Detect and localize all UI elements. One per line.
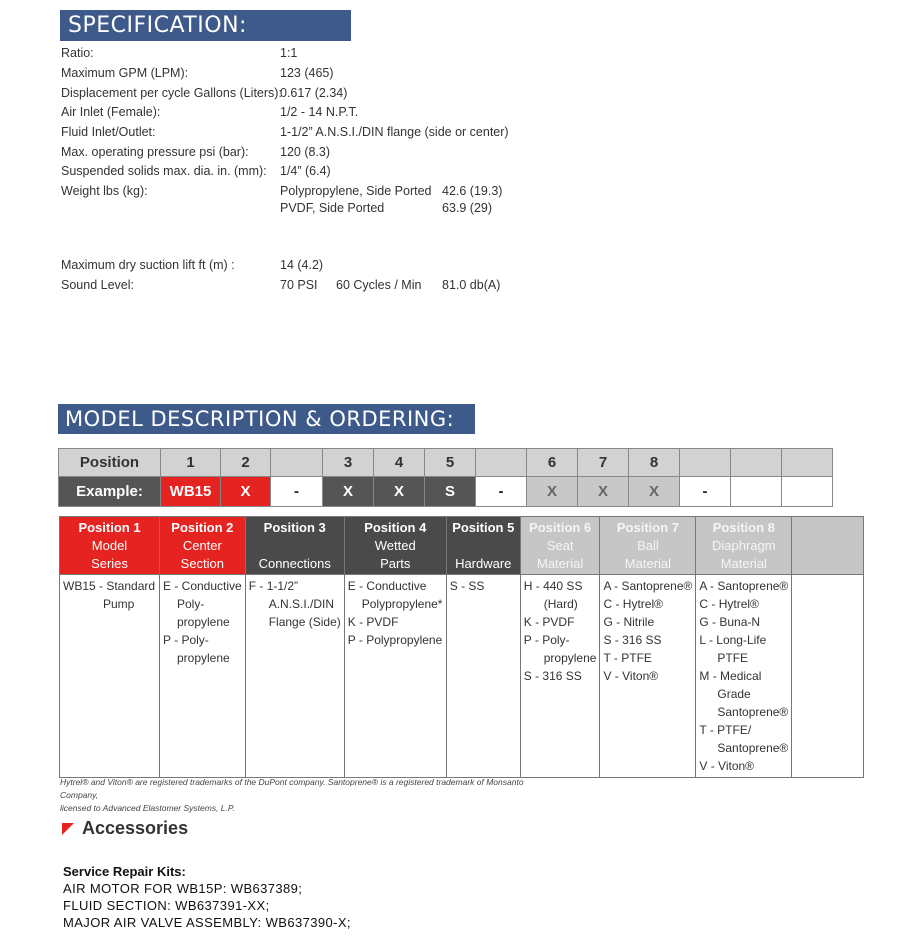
position-cell: [271, 449, 323, 477]
model-banner: [58, 404, 475, 434]
example-cell: -: [476, 477, 527, 507]
options-cell: E - Conductive Poly- propylene P - Poly- propylene: [160, 575, 246, 778]
position-cell: 1: [161, 449, 221, 477]
spec-label: Sound Level:: [61, 278, 134, 292]
position-cell: [680, 449, 731, 477]
trademark-line: Hytrel® and Viton® are registered trademarks of the DuPont company. Santoprene® is a registered trademark of Monsanto Company,: [60, 777, 524, 800]
options-header: Position 2 Center Section: [160, 517, 246, 575]
weight-item-name: PVDF, Side Ported: [280, 201, 385, 215]
specification-title: SPECIFICATION:: [68, 13, 247, 38]
kit-item: FLUID SECTION: WB637391-XX;: [63, 898, 270, 913]
example-cell: X: [374, 477, 425, 507]
spec-label: Ratio:: [61, 46, 94, 60]
example-cell: X: [221, 477, 271, 507]
kits-heading: Service Repair Kits:: [63, 864, 186, 879]
example-cell: WB15: [161, 477, 221, 507]
trademark-line: licensed to Advanced Elastomer Systems, L.P.: [60, 803, 235, 813]
position-cell: 5: [425, 449, 476, 477]
spec-label: Max. operating pressure psi (bar):: [61, 145, 249, 159]
spec-row: [61, 258, 521, 276]
position-cell: [782, 449, 833, 477]
spec-value: 1-1/2” A.N.S.I./DIN flange (side or center): [280, 125, 509, 139]
options-cell: S - SS: [446, 575, 520, 778]
weight-item-value: 42.6 (19.3): [442, 184, 503, 198]
spec-row: [61, 164, 521, 182]
spec-label: Air Inlet (Female):: [61, 105, 161, 119]
position-cell: [476, 449, 527, 477]
spec-row: [61, 125, 521, 143]
sound-cycles: 60 Cycles / Min: [336, 278, 422, 292]
position-cell: [731, 449, 782, 477]
spec-row-weight: [61, 184, 521, 220]
position-cell: 6: [527, 449, 578, 477]
options-header: Position 1 Model Series: [60, 517, 160, 575]
spec-row: [61, 105, 521, 123]
weight-item-name: Polypropylene, Side Ported: [280, 184, 432, 198]
specification-banner: [60, 10, 351, 41]
position-cell: 7: [578, 449, 629, 477]
spec-value: 1:1: [280, 46, 298, 60]
options-cell: H - 440 SS (Hard) K - PVDF P - Poly- propylene S - 316 SS: [520, 575, 600, 778]
options-cell: WB15 - Standard Pump: [60, 575, 160, 778]
spec-label: Displacement per cycle Gallons (Liters):: [61, 86, 282, 100]
example-cell: X: [578, 477, 629, 507]
spec-value: 14 (4.2): [280, 258, 324, 272]
example-cell: X: [629, 477, 680, 507]
options-header: Position 4 Wetted Parts: [344, 517, 446, 575]
position-table: [58, 448, 833, 507]
options-cell: A - Santoprene® C - Hytrel® G - Nitrile S - 316 SS T - PTFE V - Viton®: [600, 575, 696, 778]
spec-value: 1/2 - 14 N.P.T.: [280, 105, 359, 119]
position-cell: 2: [221, 449, 271, 477]
sound-db: 81.0 db(A): [442, 278, 501, 292]
spec-value: 1/4” (6.4): [280, 164, 331, 178]
trademark-note: [60, 776, 540, 815]
spec-row: [61, 66, 521, 84]
options-header-blank: [792, 517, 864, 575]
accessories-title: Accessories: [82, 818, 189, 838]
options-header: Position 5 Hardware: [446, 517, 520, 575]
position-cell: 4: [374, 449, 425, 477]
options-cell: F - 1-1/2” A.N.S.I./DIN Flange (Side): [245, 575, 344, 778]
example-cell: [782, 477, 833, 507]
example-cell: S: [425, 477, 476, 507]
options-cell-blank: [792, 575, 864, 778]
spec-label: Fluid Inlet/Outlet:: [61, 125, 156, 139]
spec-label: Maximum GPM (LPM):: [61, 66, 189, 80]
red-triangle-icon: [62, 823, 74, 835]
example-cell: [731, 477, 782, 507]
spec-label: Suspended solids max. dia. in. (mm):: [61, 164, 267, 178]
sound-psi: 70 PSI: [280, 278, 318, 292]
options-header: Position 6 Seat Material: [520, 517, 600, 575]
spec-row: [61, 145, 521, 163]
example-cell: Example:: [59, 477, 161, 507]
options-cell: A - Santoprene® C - Hytrel® G - Buna-N L - Long-Life PTFE M - Medical Grade Santoprene® T - PTFE/ Santoprene® V - Viton®: [696, 575, 792, 778]
example-cell: -: [680, 477, 731, 507]
example-cell: -: [271, 477, 323, 507]
options-header: Position 8 Diaphragm Material: [696, 517, 792, 575]
spec-label: Weight lbs (kg):: [61, 184, 148, 198]
position-row: [59, 449, 833, 477]
service-repair-kits: [63, 863, 351, 931]
options-cell: E - Conductive Polypropylene* K - PVDF P - Polypropylene: [344, 575, 446, 778]
position-cell: 3: [323, 449, 374, 477]
kit-item: AIR MOTOR FOR WB15P: WB637389;: [63, 881, 303, 896]
options-header-row: [60, 517, 864, 575]
options-body-row: [60, 575, 864, 778]
spec-row: [61, 46, 521, 64]
example-cell: X: [527, 477, 578, 507]
options-table: [59, 516, 864, 778]
model-title: MODEL DESCRIPTION & ORDERING:: [65, 407, 455, 431]
spec-row: [61, 86, 521, 104]
kit-item: MAJOR AIR VALVE ASSEMBLY: WB637390-X;: [63, 915, 351, 930]
spec-row-sound: [61, 278, 521, 296]
weight-item-value: 63.9 (29): [442, 201, 493, 215]
spec-value: 0.617 (2.34): [280, 86, 348, 100]
spec-value: 123 (465): [280, 66, 334, 80]
position-cell: 8: [629, 449, 680, 477]
example-row: [59, 477, 833, 507]
options-header: Position 7 Ball Material: [600, 517, 696, 575]
options-header: Position 3 Connections: [245, 517, 344, 575]
spec-label: Maximum dry suction lift ft (m) :: [61, 258, 235, 272]
spec-value: 120 (8.3): [280, 145, 331, 159]
accessories-heading: [62, 818, 188, 839]
example-cell: X: [323, 477, 374, 507]
position-cell: Position: [59, 449, 161, 477]
